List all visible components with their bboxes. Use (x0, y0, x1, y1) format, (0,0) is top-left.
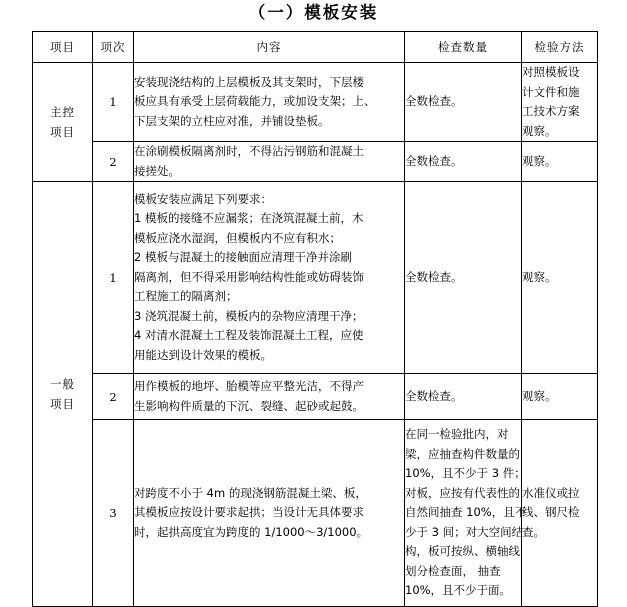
row-quantity: 全数检查。 (405, 63, 522, 142)
table-header-row (33, 32, 598, 63)
row-quantity: 在同一检验批内，对 梁，应抽查构件数量的 10%，且不少于 3 件； 对板，应按有代表性的 自然间抽查 10%，且不 少于 3 间；对大空间结 构，板可按纵、横轴线 划分检查面， 抽查 10%，且不少于面。 (405, 420, 522, 607)
column-header-qty: 检查数量 (405, 32, 522, 63)
row-content: 对跨度不小于 4m 的现浇钢筋混凝土梁、板， 其模板应按设计要求起拱；当设计无具体要求 时，起拱高度宜为跨度的 1/1000～3/1000。 (134, 420, 405, 607)
table-row (33, 142, 598, 182)
row-seq: 1 (93, 63, 134, 142)
column-header-content: 内容 (134, 32, 405, 63)
table-body (33, 63, 598, 607)
row-method: 对照模板设 计文件和施 工技术方案 观察。 (522, 63, 598, 142)
column-header-item: 项目 (33, 32, 93, 63)
row-quantity: 全数检查。 (405, 182, 522, 374)
group-label-general: 一般 项目 (33, 182, 93, 607)
inspection-table-wrapper (32, 31, 597, 607)
row-content: 在涂刷模板隔离剂时，不得沾污钢筋和混凝土 接搓处。 (134, 142, 405, 182)
table-row (33, 182, 598, 374)
row-seq: 3 (93, 420, 134, 607)
table-row (33, 420, 598, 607)
row-seq: 2 (93, 142, 134, 182)
row-seq: 2 (93, 374, 134, 420)
table-row (33, 374, 598, 420)
row-content: 用作模板的地坪、胎模等应平整光洁，不得产 生影响构件质量的下沉、裂缝、起砂或起鼓。 (134, 374, 405, 420)
page-title: （一）模板安装 (248, 3, 379, 22)
row-method: 水准仪或拉 线、钢尺检 查。 (522, 420, 598, 607)
table-header (33, 32, 598, 63)
row-method: 观察。 (522, 142, 598, 182)
column-header-method: 检验方法 (522, 32, 598, 63)
row-quantity: 全数检查。 (405, 142, 522, 182)
column-header-seq: 项次 (93, 32, 134, 63)
row-content: 模板安装应满足下列要求： 1 模板的接缝不应漏浆；在浇筑混凝土前，木 模板应浇水湿润，但模板内不应有积水； 2 模板与混凝土的接触面应清理干净并涂刷 隔离剂，但不得采用影响结构性能或妨碍装饰 工程施工的隔离剂； 3 浇筑混凝土前，模板内的杂物应清理干净； 4 对清水混凝土工程及装饰混凝土工程，应使 用能达到设计效果的模板。 (134, 182, 405, 374)
group-label-main-control: 主控 项目 (33, 63, 93, 182)
row-quantity: 全数检查。 (405, 374, 522, 420)
inspection-table (32, 31, 598, 607)
row-method: 观察。 (522, 182, 598, 374)
row-seq: 1 (93, 182, 134, 374)
table-row (33, 63, 598, 142)
row-content: 安装现浇结构的上层模板及其支架时，下层楼 板应具有承受上层荷载能力，或加设支架；上、 下层支架的立柱应对准，并铺设垫板。 (134, 63, 405, 142)
row-method: 观察。 (522, 374, 598, 420)
